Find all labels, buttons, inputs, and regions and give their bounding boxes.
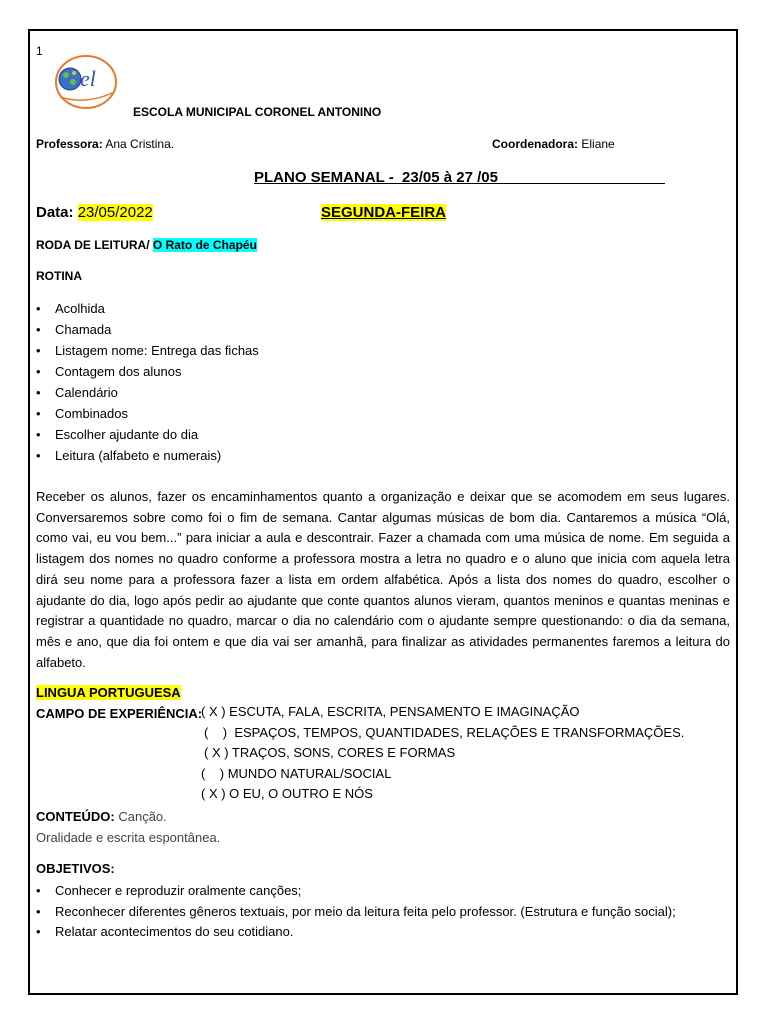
routine-title: ROTINA bbox=[36, 269, 82, 283]
campo-item: ( X ) ESCUTA, FALA, ESCRITA, PENSAMENTO E IMAGINAÇÃO bbox=[201, 704, 580, 719]
campo-item: ( ) MUNDO NATURAL/SOCIAL bbox=[201, 766, 392, 781]
section-title-lingua-portuguesa: LINGUA PORTUGUESA bbox=[36, 685, 181, 700]
reading-title: O Rato de Chapéu bbox=[152, 238, 257, 252]
date-label: Data: bbox=[36, 204, 74, 221]
objetivos-title: OBJETIVOS: bbox=[36, 861, 115, 876]
reading-line bbox=[36, 238, 257, 252]
weekday: SEGUNDA-FEIRA bbox=[321, 204, 447, 221]
plan-title: PLANO SEMANAL - 23/05 à 27 /05____________________ bbox=[254, 169, 665, 186]
routine-list bbox=[36, 298, 259, 466]
campo-label-text: CAMPO DE EXPERIÊNCIA: bbox=[36, 706, 203, 721]
objetivo-item: • Reconhecer diferentes gêneros textuais, por meio da leitura feita pelo professor. (Estrutura e função social); bbox=[36, 902, 730, 923]
teacher-name: Ana Cristina. bbox=[105, 137, 175, 151]
routine-item: • Acolhida bbox=[36, 298, 259, 319]
campo-item: ( X ) O EU, O OUTRO E NÓS bbox=[201, 786, 373, 801]
routine-item: • Listagem nome: Entrega das fichas bbox=[36, 340, 259, 361]
date-value: 23/05/2022 bbox=[77, 204, 153, 221]
teacher-line bbox=[36, 137, 174, 151]
routine-item: • Calendário bbox=[36, 382, 259, 403]
date-row bbox=[36, 204, 153, 221]
conteudo-value: Canção. bbox=[118, 809, 167, 824]
campo-label bbox=[36, 704, 202, 725]
coordinator-line bbox=[492, 137, 615, 151]
logo-text: el bbox=[80, 66, 96, 91]
page-number: 1 bbox=[36, 44, 43, 58]
conteudo-extra: Oralidade e escrita espontânea. bbox=[36, 829, 221, 845]
teacher-label: Professora: bbox=[36, 137, 103, 151]
routine-item: • Combinados bbox=[36, 403, 259, 424]
campo-item: ( ) ESPAÇOS, TEMPOS, QUANTIDADES, RELAÇÕES E TRANSFORMAÇÕES. bbox=[204, 725, 685, 740]
routine-item: • Leitura (alfabeto e numerais) bbox=[36, 445, 259, 466]
routine-item: • Contagem dos alunos bbox=[36, 361, 259, 382]
objetivos-list bbox=[36, 881, 730, 943]
routine-item: • Chamada bbox=[36, 319, 259, 340]
objetivo-item: • Conhecer e reproduzir oralmente canções; bbox=[36, 881, 730, 902]
routine-description: Receber os alunos, fazer os encaminhamentos quanto a organização e deixar que se acomodem em seus lugares. Conversaremos sobre como foi o fim de semana. Cantar algumas músicas de bom dia. Cantaremos a música “Olá, como vai, eu vou bem...” para iniciar a aula e descontrair. Fazer a chamada com uma música de nome. Em seguida a listagem dos nomes no quadro conforme a professora mostra a letra no quadro e o aluno que inicia com aquela letra dirá seu nome para a professora fazer a lista em ordem alfabética. Após a lista dos nomes do quadro, escolher o ajudante do dia, logo após pedir ao ajudante que conte quantos alunos vieram, quantos meninos e quantas meninas e registrar a quantidade no quadro, marcar o dia no calendário com o ajudante sempre questionando: o dia da semana, mês e ano, que dia foi ontem e que dia vai ser amanhã, para finalizar as atividades permanentes faremos a leitura do alfabeto. bbox=[36, 489, 730, 670]
conteudo-block bbox=[36, 807, 220, 848]
coordinator-name: Eliane bbox=[581, 137, 615, 151]
campo-item: ( X ) TRAÇOS, SONS, CORES E FORMAS bbox=[204, 745, 456, 760]
school-logo bbox=[52, 53, 118, 111]
coordinator-label: Coordenadora: bbox=[492, 137, 579, 151]
objetivo-item: • Relatar acontecimentos do seu cotidiano. bbox=[36, 922, 730, 943]
conteudo-label: CONTEÚDO: bbox=[36, 809, 115, 824]
school-name: ESCOLA MUNICIPAL CORONEL ANTONINO bbox=[133, 105, 382, 119]
reading-label: RODA DE LEITURA/ bbox=[36, 238, 150, 252]
routine-item: • Escolher ajudante do dia bbox=[36, 424, 259, 445]
